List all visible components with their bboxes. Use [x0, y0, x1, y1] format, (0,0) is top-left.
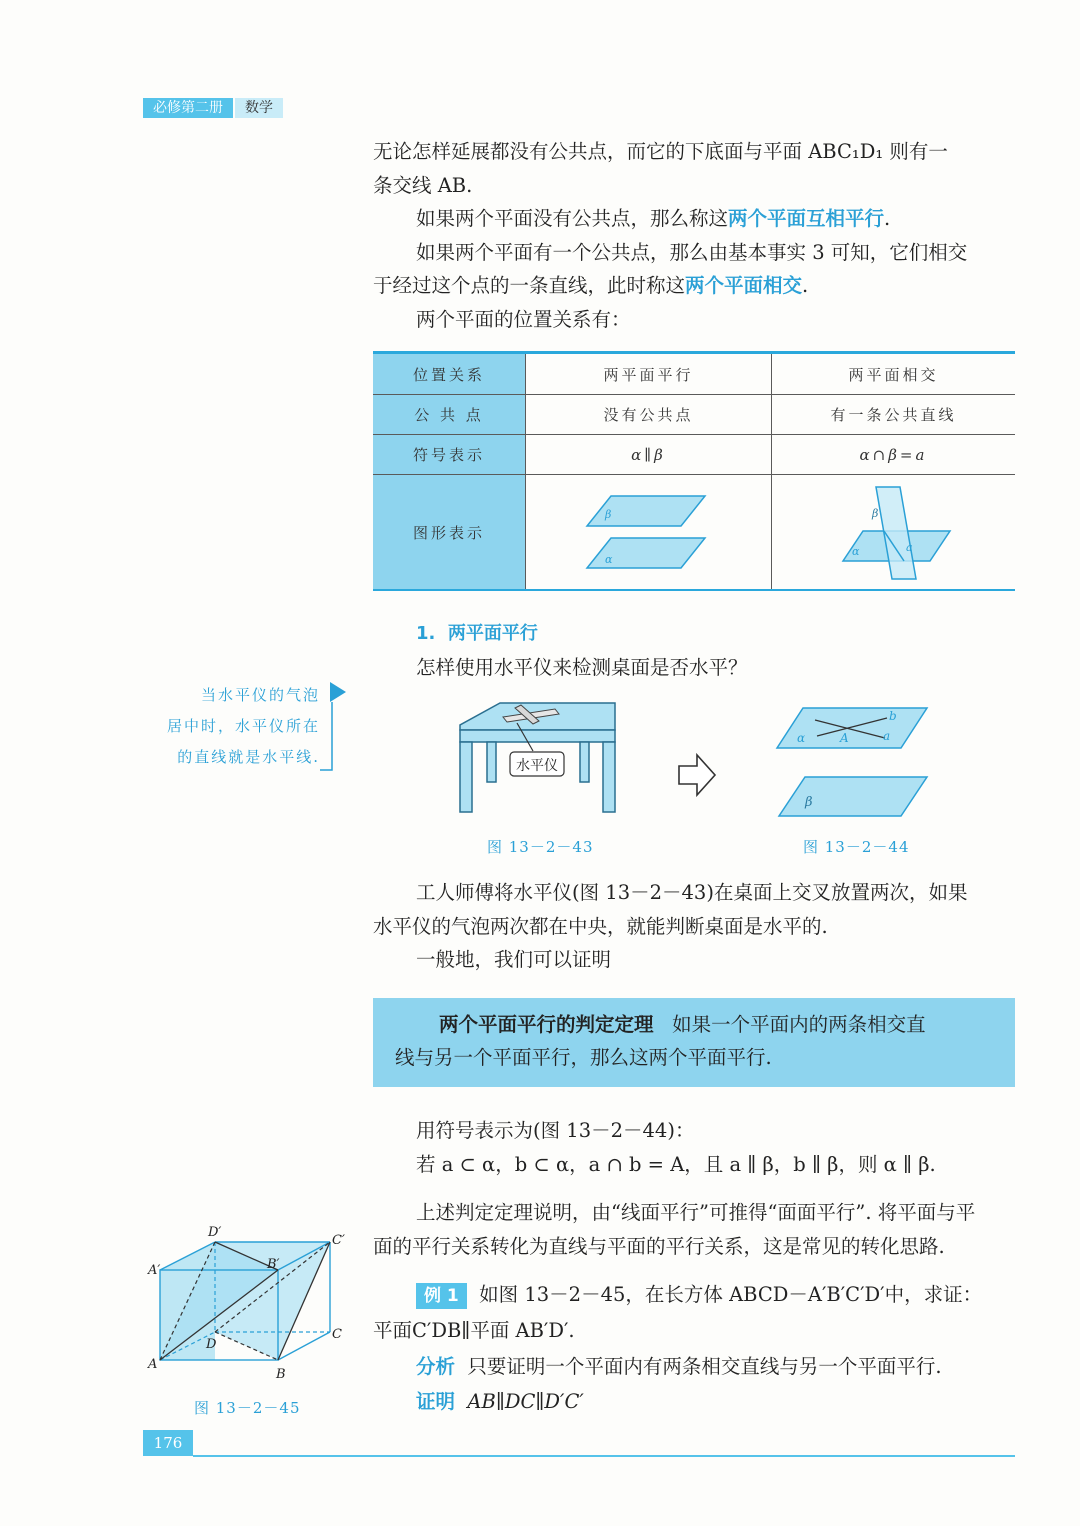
label-C: C	[332, 1327, 342, 1342]
para3-line1: 如果两个平面有一个公共点，那么由基本事实 3 可知，它们相交	[416, 241, 968, 264]
para3-post: .	[802, 274, 809, 297]
para6: 一般地，我们可以证明	[416, 948, 612, 971]
term-intersect: 两个平面相交	[685, 274, 803, 297]
para5-line2: 水平仪的气泡两次都在中央，就能判断桌面是水平的.	[373, 915, 828, 938]
analysis-line	[416, 1350, 942, 1384]
symbolic-line2: 若 a ⊂ α，b ⊂ α，a ∩ b = A，且 a ∥ β，b ∥ β，则 α ∥ β.	[416, 1153, 936, 1176]
table-leg	[603, 742, 615, 812]
proof-label: 证明	[416, 1390, 456, 1413]
plane-beta	[779, 777, 927, 816]
note-bracket-line	[320, 702, 332, 770]
para5-line1: 工人师傅将水平仪(图 13－2－43)在桌面上交叉放置两次，如果	[416, 881, 968, 904]
label-a: a	[906, 541, 913, 554]
margin-note	[140, 680, 320, 773]
para1-line1: 无论怎样延展都没有公共点，而它的下底面与平面 ABC₁D₁ 则有一	[373, 140, 948, 163]
label-D: D	[206, 1337, 217, 1352]
symbolic-line1: 用符号表示为(图 13－2－44)：	[416, 1119, 695, 1142]
proof-text: AB∥DC∥D′C′	[467, 1390, 584, 1413]
para7-line1: 上述判定定理说明，由“线面平行”可推得“面面平行”. 将平面与平	[416, 1201, 976, 1224]
label-alpha: α	[605, 553, 613, 566]
intersecting-planes-figure	[828, 483, 968, 583]
table-apron	[460, 730, 615, 742]
label-alpha: α	[797, 731, 806, 745]
table-leg	[460, 742, 472, 812]
fig-level-on-table	[455, 695, 630, 820]
cell-symbol-intersect: α∩β=a	[859, 445, 928, 464]
para7-line2: 面的平行关系转化为直线与平面的平行关系，这是常见的转化思路.	[373, 1235, 945, 1258]
fig43-caption: 图 13－2－43	[487, 838, 594, 856]
para2-pre: 如果两个平面没有公共点，那么称这	[416, 207, 729, 230]
fig45-caption: 图 13－2－45	[194, 1399, 301, 1417]
subject-label: 数学	[235, 98, 283, 118]
example-text1: 如图 13－2－45，在长方体 ABCD－A′B′C′D′中，求证：	[479, 1283, 983, 1306]
label-beta: β	[872, 507, 879, 520]
level-label: 水平仪	[516, 758, 558, 774]
label-A: A	[148, 1357, 158, 1372]
note-arrow-icon	[330, 682, 346, 702]
section-title: 两平面平行	[447, 623, 538, 644]
cell-symbol-parallel: α∥β	[631, 445, 666, 464]
para3-line2	[373, 269, 808, 303]
para4: 两个平面的位置关系有：	[416, 308, 631, 331]
running-header	[143, 98, 283, 118]
theorem-title: 两个平面平行的判定定理	[439, 1013, 654, 1036]
example-line2: 平面C′DB∥平面 AB′D′.	[373, 1319, 575, 1342]
theorem-text1: 如果一个平面内的两条相交直	[672, 1013, 926, 1036]
label-a: a	[883, 729, 891, 743]
note-line1: 当水平仪的气泡	[200, 686, 320, 704]
cell-parallel-header: 两平面平行	[603, 365, 694, 384]
theorem-line2: 线与另一个平面平行，那么这两个平面平行.	[395, 1046, 772, 1069]
para3-pre: 于经过这个点的一条直线，此时称这	[373, 274, 686, 297]
label-B: B	[276, 1367, 286, 1382]
parallel-planes-figure	[583, 491, 723, 576]
position-relations-table	[373, 351, 1015, 591]
section-number: 1.	[416, 623, 436, 644]
cell-intersect-header: 两平面相交	[848, 365, 939, 384]
label-beta: β	[805, 795, 813, 810]
implies-arrow-icon	[677, 752, 717, 798]
para1-line2: 条交线 AB.	[373, 174, 473, 197]
label-B1: B′	[267, 1257, 280, 1272]
term-parallel: 两个平面互相平行	[728, 207, 885, 230]
note-line2: 居中时，水平仪所在	[166, 717, 320, 735]
analysis-label: 分析	[416, 1355, 456, 1378]
note-line3: 的直线就是水平线.	[177, 748, 320, 766]
section-heading	[416, 617, 538, 651]
fig-cuboid	[140, 1222, 355, 1387]
label-point-A: A	[840, 731, 849, 745]
arrow-shape	[679, 755, 715, 795]
analysis-text: 只要证明一个平面内有两条相交直线与另一个平面平行.	[467, 1355, 942, 1378]
row-label-position: 位置关系	[412, 365, 485, 384]
cell-common-line: 有一条公共直线	[830, 406, 957, 424]
para2	[416, 202, 890, 236]
label-D1: D′	[208, 1225, 222, 1240]
cell-no-common-point: 没有公共点	[603, 406, 694, 424]
example-line1	[416, 1278, 982, 1312]
label-A1: A′	[148, 1263, 161, 1278]
para2-post: .	[884, 207, 891, 230]
table-leg	[580, 742, 589, 782]
footer-rule	[193, 1455, 1015, 1457]
fig44-caption: 图 13－2－44	[803, 838, 910, 856]
theorem-line1	[439, 1008, 926, 1042]
row-label-common-point: 公 共 点	[414, 406, 484, 424]
example-badge: 例 1	[416, 1283, 467, 1309]
table-leg	[487, 742, 496, 782]
row-label-symbol: 符号表示	[412, 446, 485, 464]
question: 怎样使用水平仪来检测桌面是否水平？	[416, 656, 748, 679]
label-b: b	[889, 709, 897, 723]
proof-line	[416, 1385, 584, 1419]
table-bottom-rule	[373, 589, 1015, 591]
book-label: 必修第二册	[143, 98, 233, 118]
note-bracket	[318, 680, 348, 775]
row-label-figure: 图形表示	[412, 523, 485, 542]
label-beta: β	[605, 508, 612, 521]
label-alpha: α	[852, 545, 860, 558]
label-C1: C′	[332, 1233, 345, 1248]
fig-parallel-planes-lines	[775, 700, 935, 825]
theorem-box	[373, 998, 1015, 1087]
page-number: 176	[143, 1430, 193, 1456]
